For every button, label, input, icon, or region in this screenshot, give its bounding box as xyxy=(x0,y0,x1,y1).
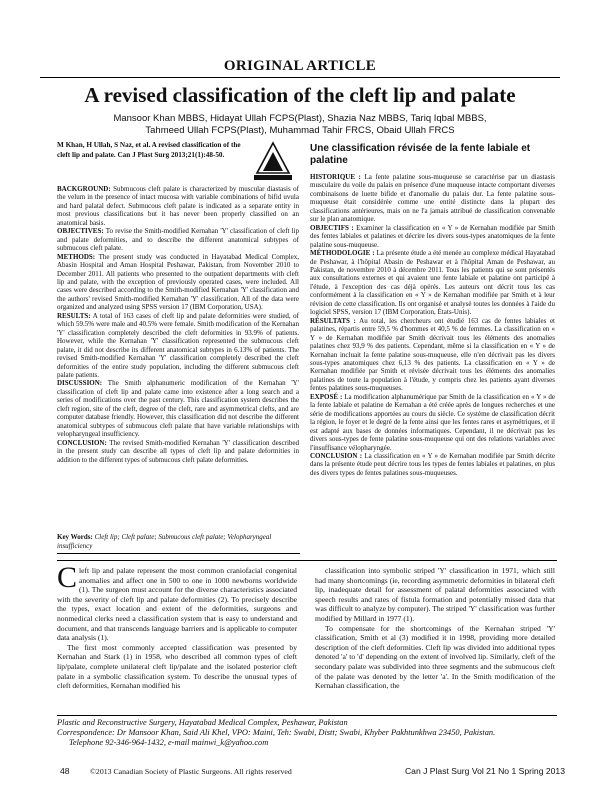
citation: M Khan, H Ullah, S Naz, et al. A revised classification of the cleft lip and palate. Can J Plast Surg 2013;21(1):48-50. xyxy=(57,141,241,159)
section-text: La classification en « Y » de Kernahan modifiée par Smith décrite dans la présente étude peut décrire tous les types de fentes labiales et palatines, en plus des divers types de fentes palatines sous-muqueuses. xyxy=(310,451,555,477)
authors-line-1: Mansoor Khan MBBS, Hidayat Ullah FCPS(Plast), Shazia Naz MBBS, Tariq Iqbal MBBS, xyxy=(113,113,487,124)
abstract-section xyxy=(310,224,555,249)
section-text: The revised Smith-modified Kernahan 'Y' classification described in the present study can describe all types of cleft lip and palate deformities in addition to the different types of submucous cleft palate deformities. xyxy=(57,438,299,464)
body-divider xyxy=(57,560,557,561)
section-label: OBJECTIVES: xyxy=(57,227,104,236)
abstract-section xyxy=(310,173,555,224)
copyright: ©2013 Canadian Society of Plastic Surgeons. All rights reserved xyxy=(90,767,292,776)
section-label: METHODS: xyxy=(57,252,96,261)
abstract-french xyxy=(310,173,555,477)
header-rule xyxy=(40,77,560,78)
section-label: EXPOSÉ : xyxy=(310,392,343,401)
section-label: RESULTS: xyxy=(57,311,91,320)
keywords-label: Key Words: xyxy=(57,533,93,541)
abstract-english xyxy=(57,185,299,464)
section-label: CONCLUSION : xyxy=(310,451,363,460)
body-column-right xyxy=(315,566,555,691)
section-label: HISTORIQUE : xyxy=(310,173,361,181)
journal-logo-icon xyxy=(248,140,298,190)
abstract-section xyxy=(310,249,555,317)
section-text: La modification alphanumérique par Smith de la classification en « Y » de la fente labiale et palatine de Kernahan a été créée après de longues recherches et une série de modifications apportées au cours du siècle. Ce système de classification décrit la région, le foyer et le degré de la fente ainsi que les fentes rares et asymétriques, et il est adapté aux bases de données informatiques. Cependant, il ne décrivait pas les divers sous-types de fente palatine sous-muqueuse qui ont des relations variables avec l'insuffisance vélopharyngée. xyxy=(310,392,556,452)
affiliation xyxy=(57,718,557,748)
body-column-left xyxy=(57,561,297,691)
abstract-section xyxy=(310,317,555,393)
section-label: BACKGROUND: xyxy=(57,185,111,193)
authors-line-2: Tahmeed Ullah FCPS(Plast), Muhammad Tahir FRCS, Obaid Ullah FRCS xyxy=(145,125,455,136)
section-text: Examiner la classification en « Y » de Kernahan modifiée par Smith des fentes labiales et palatines et décrire les divers sous-types anatomiques de la fente palatine sous-muqueuse. xyxy=(310,223,555,249)
keywords-text: Cleft lip; Cleft palate; Submucous cleft palate; Velopharyngeal insufficiency xyxy=(57,533,272,550)
article-type: ORIGINAL ARTICLE xyxy=(223,58,377,74)
section-label: CONCLUSION: xyxy=(57,438,107,447)
section-label: RÉSULTATS : xyxy=(310,316,356,325)
journal-reference: Can J Plast Surg Vol 21 No 1 Spring 2013 xyxy=(404,766,565,776)
body-paragraph: classification into symbolic striped 'Y' classification in 1971, which still had many shortcomings (ie, recording asymmetric deformities in bilateral cleft lip, inadequate detail for assessment of palatal deformities associated with speech results and rates of fistula formation and potentially missed data that was difficult to analyze by computer). The striped 'Y' classification was further modified by Millard in 1977 (1). xyxy=(315,566,555,623)
section-text: La présente étude a été menée au complexe médical Hayatabad de Peshawar, à l'hôpital Abasin de Peshawar et à l'hôpital Aman de Peshawar, au Pakistan, de novembre 2010 à décembre 2011. Tous les patients qui se sont présentés aux consultations externes et qui avaient une fente labiale et palatine ont participé à l'étude, à l'exception des cas déjà opérés. Les auteurs ont décrit tous les cas conformément à la classification en « Y » de Kernahan modifiée par Smith et à leur révision de cette classification. Ils ont organisé et analysé toutes les données à l'aide du logiciel SPSS, version 17 (IBM Corporation, États-Unis). xyxy=(310,249,556,317)
correspondence-line: Correspondence: Dr Mansoor Khan, Said Ali Khel, VPO: Maini, Teh: Swabi, Distt; Swabi, Khyber Pakhtunkhwa 23450, Pakistan. xyxy=(57,728,496,737)
abstract-section xyxy=(57,379,299,438)
section-label: OBJECTIFS : xyxy=(310,223,354,232)
abstract-section xyxy=(57,312,299,380)
section-text: The Smith alphanumeric modification of the Kernahan 'Y' classification of cleft lip and palate came into existence after a long search and a series of modifications over the past century. This classification system describes the cleft region, site of the cleft, degree of the cleft, rare and asymmetrical clefts, and are computer database friendly. However, this classification did not describe the different anatomical subtypes of submucous cleft palate that have variable relationships with velopharyngeal insufficiency. xyxy=(57,379,300,439)
section-label: DISCUSSION: xyxy=(57,379,103,388)
section-text: Au total, les chercheurs ont étudié 163 cas de fentes labiales et palatines, répartis entre 59,5 % d'hommes et 40,5 % de femmes. La classification en « Y » de Kernahan modifiée par Smith décrivait tous les éléments des anomalies palatines chez 93,9 % des patients. Cependant, même si la classification en « Y » de Kernahan incluait la fente palatine sous-muqueuse, elle n'en décrivait pas les divers sous-types anatomiques chez 6,13 % des patients. La classification en « Y » de Kernahan modifiée par Smith et révisée décrivait tous les éléments des anomalies palatines de toute la population à l'étude, y compris chez les patients ayant diverses fentes palatines sous-muqueuses. xyxy=(310,316,555,393)
abstract-section xyxy=(57,227,299,252)
body-paragraph: Cleft lip and palate represent the most common craniofacial congenital anomalies and affect one in 500 to one in 1000 newborns worldwide (1). The surgeon must account for the diverse characteristics associated with the severity of cleft lip and palate deformities (2). To precisely describe the types, exact location and extent of the deformities, surgeons and nonmedical clerks need a classification system that is easy to understand and document, and that transcends language barriers and is applicable to computer data analysis (1). xyxy=(57,561,297,643)
article-title: A revised classification of the cleft lip and palate xyxy=(84,83,516,107)
section-text: The present study was conducted in Hayatabad Medical Complex, Abasin Hospital and Aman Hospital Peshawar, Pakistan, from November 2010 to December 2011. All patients who presented to the outpatient departments with cleft lip and palate, with the exception of previously operated cases, were included. All cases were described according to the Smith-modified Kernahan 'Y' classification and the authors' revised Smith-modified Kernahan 'Y' classification. All of the data were organized and analyzed using SPSS version 17 (IBM Corporation, USA). xyxy=(57,252,300,312)
section-text: La fente palatine sous-muqueuse se caractérise par un diastasis musculaire du voile du palais en présence d'une muqueuse intacte comportant diverses combinaisons de luette bifide et d'anomalie du palais dur. La fente palatine sous-muqueuse était considérée comme une entité distincte dans la plupart des classifications antérieures, mais on ne l'a jamais attribué de classification convenable sur le plan anatomique. xyxy=(310,173,555,224)
page-number: 48 xyxy=(60,766,70,776)
abstract-section xyxy=(310,393,555,452)
abstract-section xyxy=(57,439,299,464)
keywords xyxy=(57,533,299,551)
abstract-french-title: Une classification révisée de la fente labiale et palatine xyxy=(310,143,531,166)
section-text: A total of 163 cases of cleft lip and palate deformities were studied, of which 59.5% were male and 40.5% were female. Smith modification of the Kernahan 'Y' classification completely described the cleft deformities in 93.9% of patients. However, while the Kernahan 'Y' classification represented the submucous cleft palate, it did not describe its different anatomical subtypes in 6.13% of patients. The revised Smith-modified Kernahan 'Y' classification completely described the cleft deformities of the entire study population, including the different submucous cleft palate patients. xyxy=(57,311,299,379)
abstract-section xyxy=(57,253,299,312)
drop-cap: C xyxy=(57,561,78,594)
abstract-section xyxy=(310,452,555,477)
contact-line: Telephone 92-346-964-1432, e-mail mainwi_k@yahoo.com xyxy=(69,738,269,747)
affiliation-line: Plastic and Reconstructive Surgery, Hayatabad Medical Complex, Peshawar, Pakistan xyxy=(57,718,348,727)
affiliation-rule xyxy=(57,715,557,716)
section-text: Submucous cleft palate is characterized by muscular diastasis of the velum in the presence of intact mucosa with variable combinations of bifid uvula and hard palatal defect. Submucous cleft palate is indicated as a separate entity in most previous classifications but it has never been properly classified on an anatomical basis. xyxy=(57,185,299,227)
body-paragraph: The first most commonly accepted classification was presented by Kernahan and Stark (1) in 1958, who described all common types of cleft lip/palate, complete unilateral cleft lip/palate and the isolated posterior cleft palate in a symbolic classification system. To describe the unusual types of cleft deformities, Kernahan modified his xyxy=(57,642,297,691)
section-label: MÉTHODOLOGIE : xyxy=(310,249,375,258)
body-paragraph: To compensate for the shortcomings of the Kernahan striped 'Y' classification, Smith et al (3) modified it in 1998, providing more detailed description of the cleft deformities. Cleft lip was divided into additional types denoted 'a' to 'd' depending on the extent of involved lip. Similarly, cleft of the secondary palate was subdivided into three segments and the submucous cleft of the palate was denoted by the letter 'a'. In the Smith modification of the Kernahan classification, the xyxy=(315,623,555,691)
section-text: To revise the Smith-modified Kernahan 'Y' classification of cleft lip and palate deformities, and to describe the different anatomical subtypes of submucous cleft palate. xyxy=(57,227,299,253)
abstract-section xyxy=(57,185,299,227)
abstract-divider xyxy=(57,553,300,554)
